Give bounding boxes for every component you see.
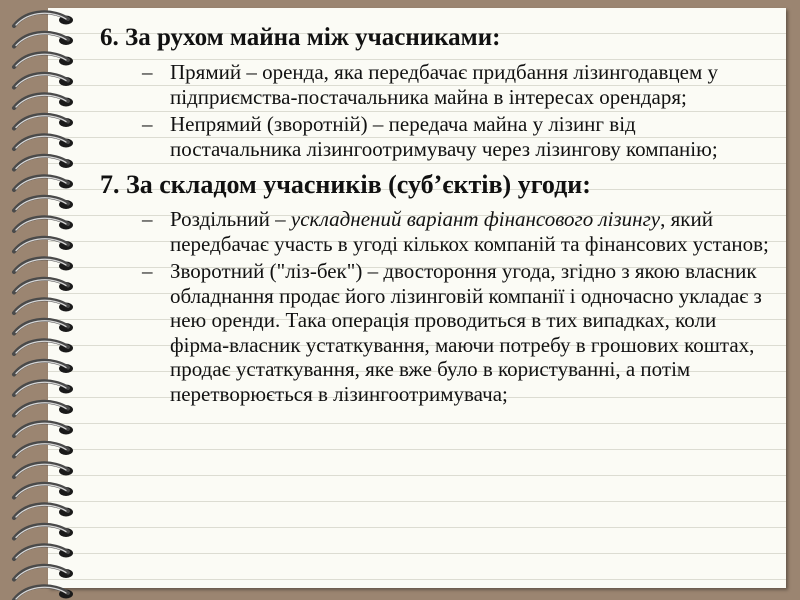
list-item-text: Зворотний ("ліз-бек") – двостороння угода, згідно з якою власник обладнання продає його лізинговій компанії і одночасно укладає з нею оренди. Така операція проводиться в тих випадках, коли фірма-власник устаткування, маючи потребу в грошових коштах, продає устаткування, яке вже було в користуванні, а потім перетворюється в лізингоотримувача; (170, 259, 762, 406)
list-item-text: Прямий – оренда, яка передбачає придбання лізингодавцем у підприємства-постачальника майна в інтересах орендаря; (170, 60, 719, 109)
section-7-heading: 7. За складом учасників (суб’єктів) угоди: (100, 170, 591, 199)
bullet-dash: – (142, 207, 153, 231)
list-item-separate (100, 207, 770, 256)
section-6-heading: 6. За рухом майна між учасниками: (100, 24, 501, 51)
bullet-dash: – (142, 112, 153, 136)
list-item-lead: Роздільний – (170, 207, 291, 231)
list-item-leaseback (100, 259, 770, 406)
list-item-text: Непрямий (зворотній) – передача майна у лізинг від постачальника лізингоотримувачу через лізингову компанію; (170, 112, 718, 161)
list-item-indirect (100, 112, 770, 161)
bullet-dash: – (142, 259, 153, 283)
list-item-rest: , який передбачає участь в угоді кількох компаній та фінансових установ; (170, 207, 769, 256)
bullet-dash: – (142, 60, 153, 84)
slide-content (100, 22, 770, 409)
spiral-binding-icon (0, 0, 110, 600)
list-item-emphasis: ускладнений варіант фінансового лізингу (290, 207, 661, 231)
list-item-direct (100, 60, 770, 109)
